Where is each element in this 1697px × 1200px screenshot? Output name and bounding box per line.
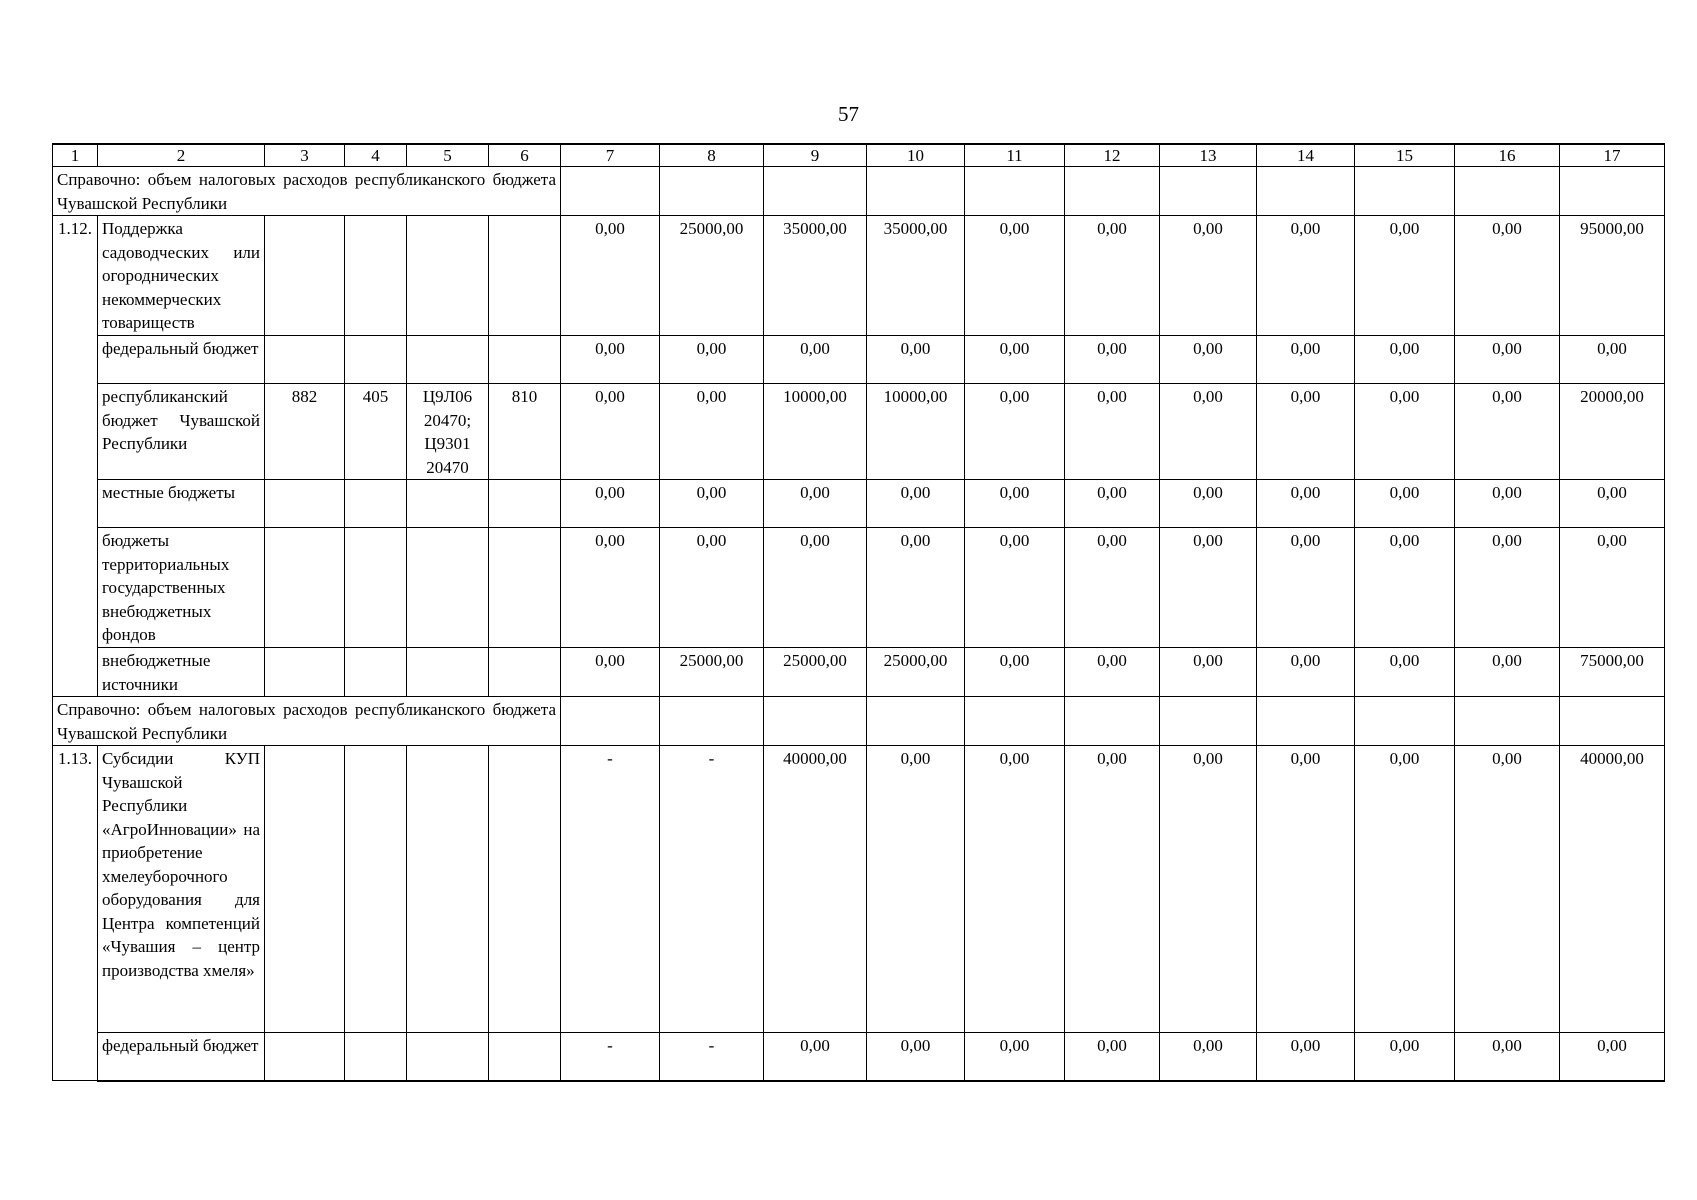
header-cell: 14	[1257, 144, 1355, 167]
value-cell: 10000,00	[764, 384, 867, 480]
table-row	[53, 648, 1665, 697]
value-cell: 0,00	[764, 528, 867, 648]
value-cell: 0,00	[1160, 1033, 1257, 1081]
header-cell: 7	[561, 144, 660, 167]
value-cell: 0,00	[965, 480, 1065, 528]
value-cell: 0,00	[1065, 480, 1160, 528]
value-cell: 40000,00	[764, 746, 867, 1033]
header-row	[53, 144, 1665, 167]
value-cell: 0,00	[1455, 1033, 1560, 1081]
value-cell: 0,00	[867, 1033, 965, 1081]
value-cell: 0,00	[1257, 648, 1355, 697]
value-cell: 20000,00	[1560, 384, 1665, 480]
value-cell: 0,00	[1560, 480, 1665, 528]
value-cell: 0,00	[561, 480, 660, 528]
value-cell: 35000,00	[764, 216, 867, 336]
value-cell: 25000,00	[867, 648, 965, 697]
value-cell: 0,00	[1160, 384, 1257, 480]
note-row	[53, 697, 1665, 746]
table-row	[53, 336, 1665, 384]
value-cell: 0,00	[1355, 216, 1455, 336]
value-cell: 0,00	[660, 528, 764, 648]
value-cell: 0,00	[965, 384, 1065, 480]
value-cell: 0,00	[1455, 480, 1560, 528]
budget-table	[52, 143, 1665, 1082]
value-cell: 95000,00	[1560, 216, 1665, 336]
value-cell: 0,00	[1160, 648, 1257, 697]
value-cell: 0,00	[965, 746, 1065, 1033]
header-cell: 17	[1560, 144, 1665, 167]
note-label: Справочно: объем налоговых расходов республиканского бюджета Чувашской Республики	[53, 697, 561, 746]
value-cell: -	[660, 1033, 764, 1081]
header-cell: 15	[1355, 144, 1455, 167]
value-cell: 25000,00	[764, 648, 867, 697]
header-cell: 13	[1160, 144, 1257, 167]
value-cell: 0,00	[867, 480, 965, 528]
value-cell: 0,00	[1257, 480, 1355, 528]
value-cell: 0,00	[965, 1033, 1065, 1081]
value-cell: 0,00	[1560, 528, 1665, 648]
code-cell: 405	[345, 384, 407, 480]
value-cell: 0,00	[1455, 336, 1560, 384]
code-cell: Ц9Л06 20470; Ц9301 20470	[407, 384, 489, 480]
row-label: федеральный бюджет	[98, 336, 265, 384]
value-cell: 25000,00	[660, 216, 764, 336]
note-row	[53, 167, 1665, 216]
value-cell: 0,00	[1160, 746, 1257, 1033]
header-cell: 16	[1455, 144, 1560, 167]
value-cell: 75000,00	[1560, 648, 1665, 697]
value-cell: 0,00	[1257, 746, 1355, 1033]
row-label: республиканский бюджет Чувашской Республики	[98, 384, 265, 480]
value-cell: 0,00	[965, 336, 1065, 384]
value-cell: 10000,00	[867, 384, 965, 480]
value-cell: 0,00	[1257, 1033, 1355, 1081]
header-cell: 1	[53, 144, 98, 167]
value-cell: 0,00	[1355, 336, 1455, 384]
value-cell: 0,00	[1455, 648, 1560, 697]
value-cell: 0,00	[1065, 648, 1160, 697]
value-cell: 0,00	[1560, 1033, 1665, 1081]
value-cell: 0,00	[764, 1033, 867, 1081]
value-cell: 0,00	[1065, 1033, 1160, 1081]
value-cell: 0,00	[965, 648, 1065, 697]
value-cell: 0,00	[1355, 648, 1455, 697]
row-number: 1.12.	[53, 216, 98, 697]
row-label: федеральный бюджет	[98, 1033, 265, 1081]
value-cell: 0,00	[764, 336, 867, 384]
value-cell: 0,00	[660, 480, 764, 528]
table-row	[53, 746, 1665, 1033]
header-cell: 11	[965, 144, 1065, 167]
header-cell: 5	[407, 144, 489, 167]
value-cell: -	[561, 746, 660, 1033]
row-number: 1.13.	[53, 746, 98, 1081]
note-label: Справочно: объем налоговых расходов республиканского бюджета Чувашской Республики	[53, 167, 561, 216]
value-cell: 0,00	[1065, 746, 1160, 1033]
row-label: бюджеты территориальных государственных внебюджетных фондов	[98, 528, 265, 648]
value-cell: 0,00	[867, 336, 965, 384]
value-cell: 0,00	[1257, 384, 1355, 480]
row-title: Поддержка садоводческих или огороднических некоммерческих товариществ	[98, 216, 265, 336]
row-title: Субсидии КУП Чувашской Республики «АгроИнновации» на приобретение хмелеуборочного оборудования для Центра компетенций «Чувашия – центр производства хмеля»	[98, 746, 265, 1033]
value-cell: 0,00	[1160, 480, 1257, 528]
value-cell: 0,00	[1455, 216, 1560, 336]
value-cell: 0,00	[561, 216, 660, 336]
value-cell: 0,00	[1455, 746, 1560, 1033]
value-cell: 0,00	[1355, 746, 1455, 1033]
value-cell: 0,00	[867, 528, 965, 648]
value-cell: 0,00	[1257, 336, 1355, 384]
value-cell: 0,00	[1065, 528, 1160, 648]
value-cell: 0,00	[1065, 336, 1160, 384]
value-cell: 0,00	[1355, 480, 1455, 528]
value-cell: 0,00	[561, 336, 660, 384]
row-label: местные бюджеты	[98, 480, 265, 528]
value-cell: 0,00	[1257, 528, 1355, 648]
value-cell: 0,00	[965, 528, 1065, 648]
header-cell: 10	[867, 144, 965, 167]
value-cell: 0,00	[1355, 384, 1455, 480]
value-cell: 0,00	[1455, 528, 1560, 648]
value-cell: 0,00	[1160, 336, 1257, 384]
value-cell: 0,00	[660, 384, 764, 480]
value-cell: 0,00	[1257, 216, 1355, 336]
table-row	[53, 480, 1665, 528]
value-cell: 0,00	[561, 648, 660, 697]
header-cell: 6	[489, 144, 561, 167]
value-cell: 0,00	[561, 384, 660, 480]
value-cell: 25000,00	[660, 648, 764, 697]
table-row	[53, 384, 1665, 480]
table-row	[53, 1033, 1665, 1081]
value-cell: 0,00	[867, 746, 965, 1033]
value-cell: 0,00	[764, 480, 867, 528]
header-cell: 12	[1065, 144, 1160, 167]
value-cell: 35000,00	[867, 216, 965, 336]
header-cell: 4	[345, 144, 407, 167]
table-row	[53, 528, 1665, 648]
value-cell: 0,00	[1065, 216, 1160, 336]
page-number: 57	[838, 102, 859, 126]
header-cell: 8	[660, 144, 764, 167]
code-cell: 882	[265, 384, 345, 480]
value-cell: 0,00	[660, 336, 764, 384]
value-cell: 0,00	[1065, 384, 1160, 480]
value-cell: -	[660, 746, 764, 1033]
value-cell: 0,00	[561, 528, 660, 648]
value-cell: 0,00	[1160, 528, 1257, 648]
value-cell: 0,00	[1560, 336, 1665, 384]
code-cell: 810	[489, 384, 561, 480]
value-cell: 0,00	[1455, 384, 1560, 480]
table-row	[53, 216, 1665, 336]
value-cell: 0,00	[1160, 216, 1257, 336]
value-cell: 0,00	[965, 216, 1065, 336]
header-cell: 3	[265, 144, 345, 167]
row-label: внебюджетные источники	[98, 648, 265, 697]
header-cell: 9	[764, 144, 867, 167]
value-cell: 0,00	[1355, 1033, 1455, 1081]
header-cell: 2	[98, 144, 265, 167]
value-cell: 40000,00	[1560, 746, 1665, 1033]
value-cell: 0,00	[1355, 528, 1455, 648]
value-cell: -	[561, 1033, 660, 1081]
